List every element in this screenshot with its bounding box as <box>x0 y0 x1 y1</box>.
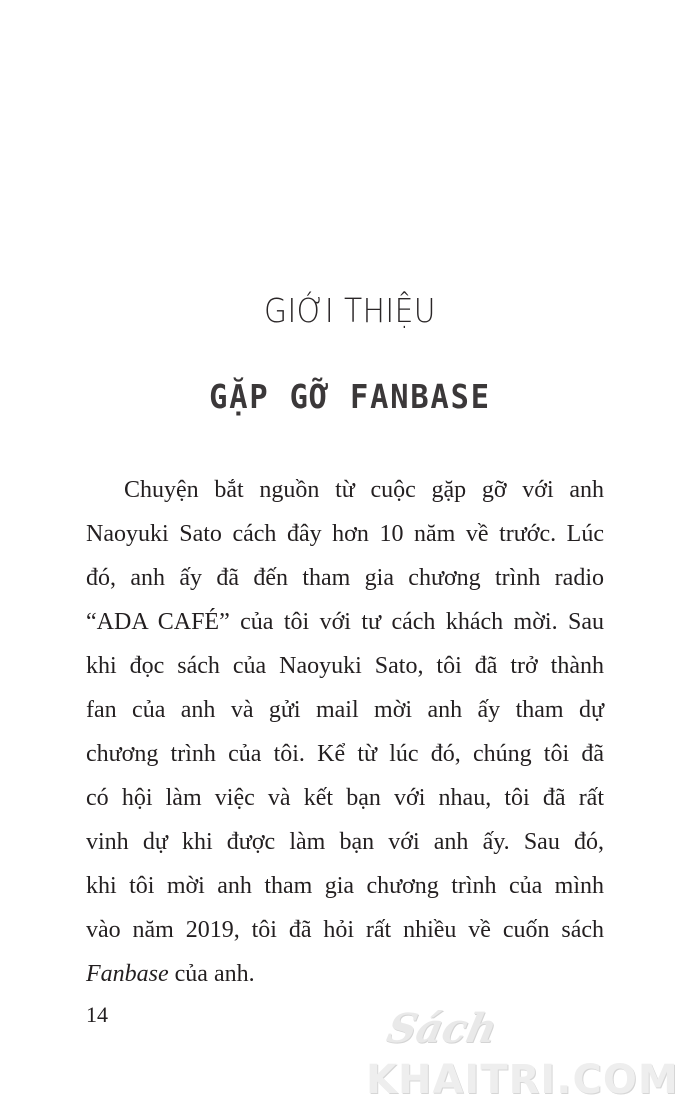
paragraph-line: chương trình của tôi. Kể từ lúc đó, chúng tôi đã <box>86 741 604 767</box>
watermark-logo <box>360 1005 690 1115</box>
chapter-title: GẶP GỠ FANBASE <box>209 377 491 416</box>
paragraph-line: đó, anh ấy đã đến tham gia chương trình radio <box>86 565 604 591</box>
watermark-brand: KHAITRI.COM <box>366 1057 679 1103</box>
page-number: 14 <box>86 1002 108 1027</box>
paragraph-line: vinh dự khi được làm bạn với anh ấy. Sau đó, <box>86 829 604 855</box>
paragraph-line: Naoyuki Sato cách đây hơn 10 năm về trước. Lúc <box>86 521 604 547</box>
paragraph-line: fan của anh và gửi mail mời anh ấy tham dự <box>86 697 604 723</box>
paragraph-line: Chuyện bắt nguồn từ cuộc gặp gỡ với anh <box>124 477 604 503</box>
paragraph-line: khi tôi mời anh tham gia chương trình của mình <box>86 873 604 899</box>
paragraph-line: khi đọc sách của Naoyuki Sato, tôi đã trở thành <box>86 653 604 679</box>
book-title-italic: Fanbase <box>86 961 169 987</box>
paragraph-line: vào năm 2019, tôi đã hỏi rất nhiều về cuốn sách <box>86 917 604 943</box>
paragraph-line-end: của anh. <box>168 961 255 987</box>
paragraph-line: “ADA CAFÉ” của tôi với tư cách khách mời. Sau <box>86 609 604 635</box>
watermark-script: Sách <box>383 1005 502 1052</box>
body-paragraph <box>86 468 604 996</box>
paragraph-last-line <box>86 952 604 996</box>
paragraph-line: có hội làm việc và kết bạn với nhau, tôi đã rất <box>86 785 604 811</box>
chapter-label: GIỚI THIỆU <box>264 291 436 330</box>
